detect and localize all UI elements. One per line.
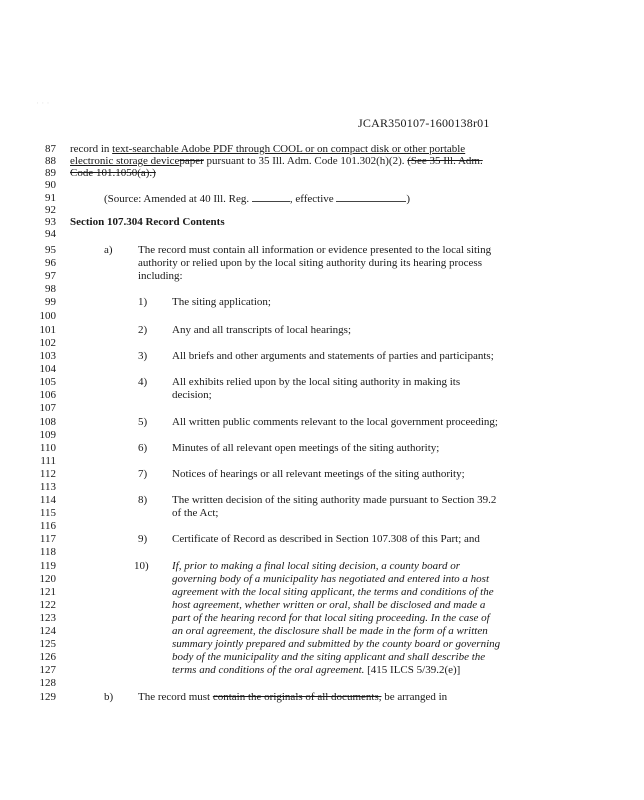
line-number: 129 <box>39 691 56 703</box>
line-number: 102 <box>39 337 56 349</box>
line-number: 120 <box>39 573 56 585</box>
list-item: All written public comments relevant to the local government proceeding; <box>172 416 498 428</box>
list-number: 2) <box>138 324 148 336</box>
line-number: 99 <box>45 296 56 308</box>
line-number: 104 <box>39 363 56 375</box>
list-item: Any and all transcripts of local hearings; <box>172 324 352 336</box>
line-number: 93 <box>45 216 56 228</box>
list-item: decision; <box>172 389 212 401</box>
list-item-italic: part of the hearing record for that local siting proceeding. In the case of <box>172 612 490 624</box>
line-number: 105 <box>39 376 56 388</box>
deleted-text: paper <box>179 155 204 167</box>
list-item: The siting application; <box>172 296 271 308</box>
line-number: 128 <box>39 677 56 689</box>
list-item-italic: agreement with the local siting applicant, the terms and conditions of the <box>172 586 494 598</box>
deleted-text: Code 101.1050(a).) <box>70 167 156 179</box>
line-number: 94 <box>45 228 56 240</box>
list-item-italic: terms and conditions of the oral agreement. [415 ILCS 5/39.2(e)] <box>172 664 461 676</box>
line-number: 97 <box>45 270 56 282</box>
list-number: 6) <box>138 442 148 454</box>
line-number: 118 <box>39 546 56 558</box>
list-number: 10) <box>134 560 149 572</box>
line-number: 100 <box>39 310 56 322</box>
text-line-89 <box>70 167 156 179</box>
line-number: 124 <box>39 625 56 637</box>
list-item: of the Act; <box>172 507 219 519</box>
list-item: All briefs and other arguments and statements of parties and participants; <box>172 350 494 362</box>
line-number: 87 <box>45 143 56 155</box>
list-number: 5) <box>138 416 148 428</box>
list-number: 1) <box>138 296 148 308</box>
document-id-header: JCAR350107-1600138r01 <box>358 116 490 130</box>
list-item-italic: If, prior to making a final local siting decision, a county board or <box>172 560 461 572</box>
list-item: All exhibits relied upon by the local siting authority in making its <box>172 376 461 388</box>
line-number: 119 <box>39 560 56 572</box>
line-number: 90 <box>45 179 56 191</box>
blank-field <box>336 192 406 202</box>
line-number: 125 <box>39 638 56 650</box>
list-item-italic: governing body of a municipality has negotiated and entered into a host <box>172 573 490 585</box>
deleted-text: contain the originals of all documents, <box>212 691 382 703</box>
paragraph-line: The record must contain all information or evidence presented to the local siting <box>138 244 492 256</box>
list-item: Minutes of all relevant open meetings of the siting authority; <box>172 442 440 454</box>
section-heading: Section 107.304 Record Contents <box>70 216 225 228</box>
line-number: 95 <box>45 244 56 256</box>
text-line-88: electronic storage devicepaper pursuant to 35 Ill. Adm. Code 101.302(h)(2). (See 35 Ill. Adm. <box>70 155 483 167</box>
line-number: 127 <box>39 664 56 676</box>
paragraph-line: authority or relied upon by the local siting authority during its hearing process <box>138 257 482 269</box>
line-number: 112 <box>39 468 56 480</box>
line-number: 98 <box>45 283 56 295</box>
list-item-italic: body of the municipality and the siting applicant and shall describe the <box>172 651 486 663</box>
line-number: 126 <box>39 651 56 663</box>
line-number: 108 <box>39 416 56 428</box>
inserted-text: electronic storage device <box>70 155 180 167</box>
line-number: 110 <box>39 442 56 454</box>
line-number: 103 <box>39 350 56 362</box>
line-number: 88 <box>45 155 56 167</box>
list-item: Certificate of Record as described in Section 107.308 of this Part; and <box>172 533 480 545</box>
line-number: 109 <box>39 429 56 441</box>
list-number: 8) <box>138 494 148 506</box>
deleted-text: (See 35 Ill. Adm. <box>407 155 483 167</box>
line-number: 122 <box>39 599 56 611</box>
source-note: (Source: Amended at 40 Ill. Reg. , effective ) <box>104 193 411 205</box>
line-number: 121 <box>39 586 56 598</box>
line-number: 101 <box>39 324 56 336</box>
statute-citation: [415 ILCS 5/39.2(e)] <box>364 664 461 676</box>
line-number: 115 <box>39 507 56 519</box>
list-item-italic: an oral agreement, the disclosure shall be made in the form of a written <box>172 625 488 637</box>
line-number: 123 <box>39 612 56 624</box>
list-item: The written decision of the siting authority made pursuant to Section 39.2 <box>172 494 497 506</box>
paragraph-line: including: <box>138 270 183 282</box>
list-item-italic: host agreement, whether written or oral, shall be disclosed and made a <box>172 599 486 611</box>
subsection-label: b) <box>104 691 114 703</box>
line-number: 117 <box>39 533 56 545</box>
text-line-87: record in text-searchable Adobe PDF through COOL or on compact disk or other portable <box>70 143 466 155</box>
line-number: 114 <box>39 494 56 506</box>
line-number: 107 <box>39 402 56 414</box>
line-number: 113 <box>39 481 56 493</box>
line-number: 96 <box>45 257 56 269</box>
list-item: Notices of hearings or all relevant meetings of the siting authority; <box>172 468 465 480</box>
line-number: 91 <box>45 192 56 204</box>
list-number: 7) <box>138 468 148 480</box>
list-item-italic: summary jointly prepared and submitted by the county board or governing <box>172 638 501 650</box>
line-number: 89 <box>45 167 56 179</box>
line-number: 92 <box>45 204 56 216</box>
line-number: 106 <box>39 389 56 401</box>
inserted-text: text-searchable Adobe PDF through COOL or on compact disk or other portable <box>112 143 466 155</box>
list-number: 4) <box>138 376 148 388</box>
blank-field <box>252 192 290 202</box>
line-number: 111 <box>40 455 56 467</box>
paragraph-line: The record must contain the originals of all documents, be arranged in <box>138 691 448 703</box>
list-number: 9) <box>138 533 148 545</box>
line-number: 116 <box>39 520 56 532</box>
faint-mark: · · · <box>36 98 50 108</box>
subsection-label: a) <box>104 244 113 256</box>
list-number: 3) <box>138 350 148 362</box>
